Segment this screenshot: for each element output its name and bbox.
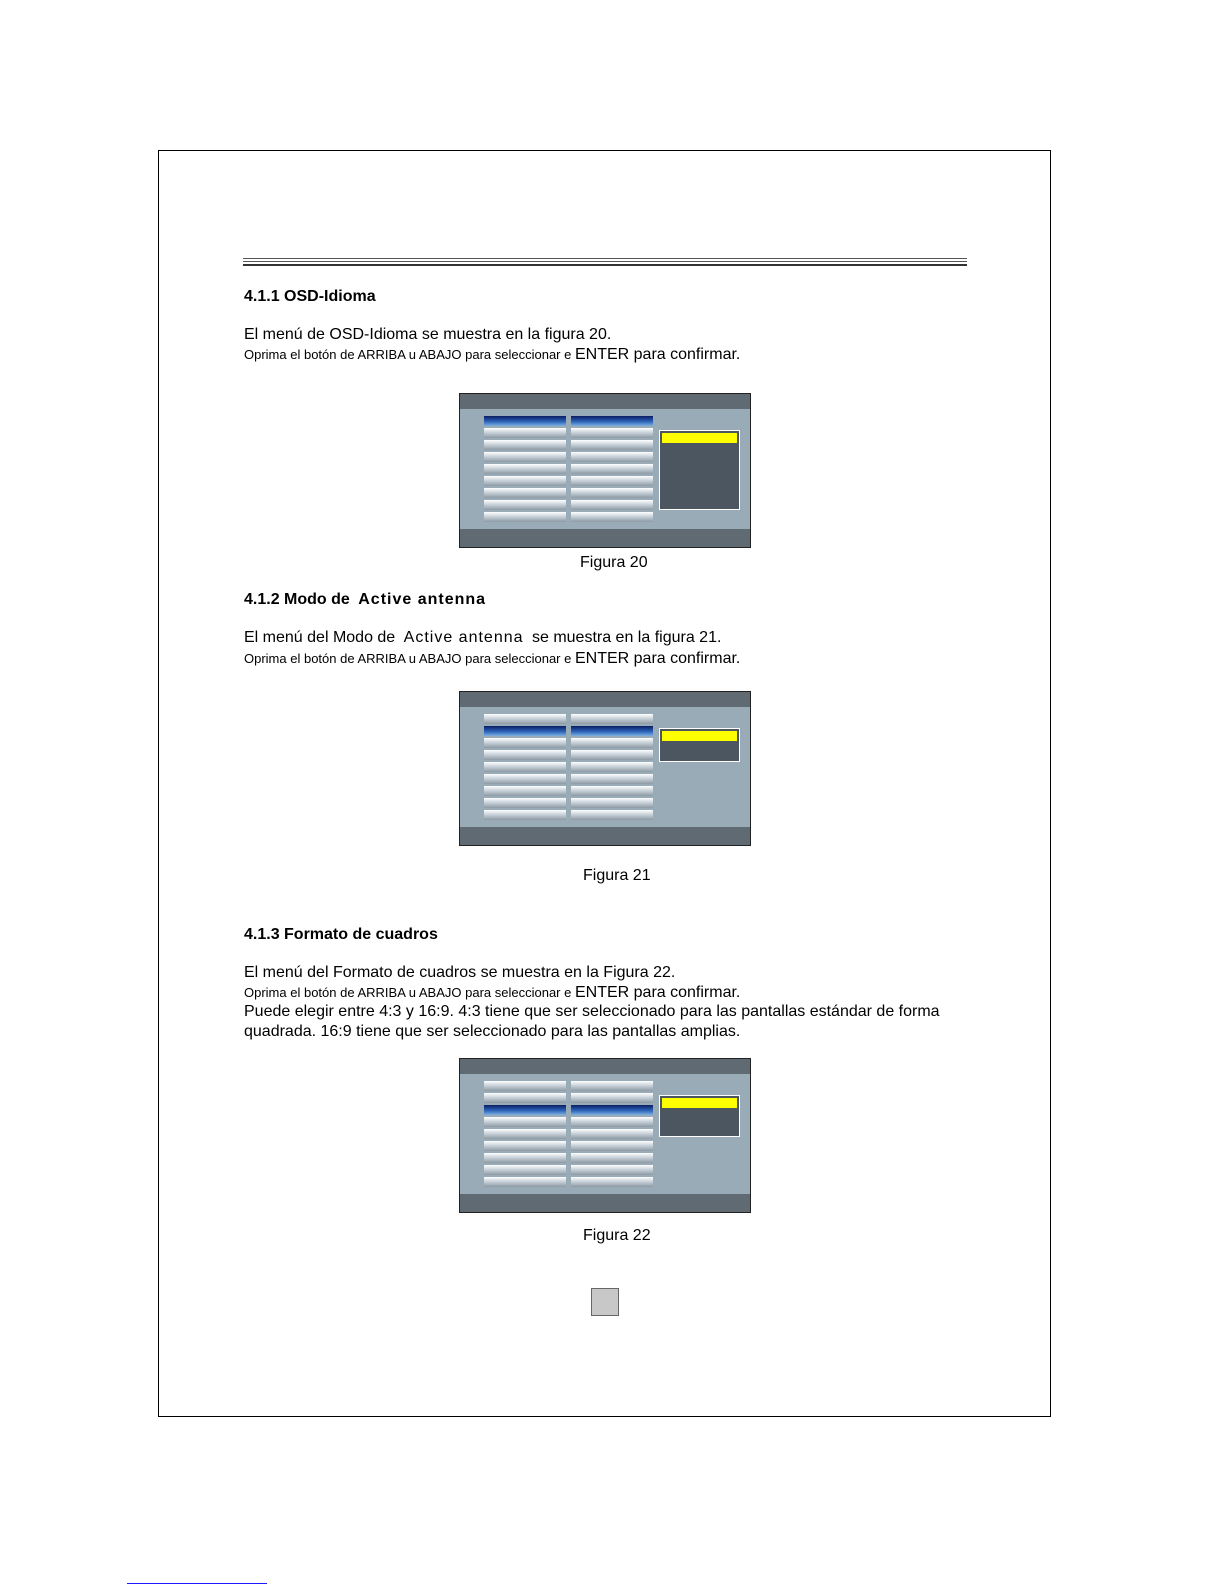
osd-row <box>571 750 653 760</box>
osd-row <box>571 1165 653 1175</box>
osd-row <box>484 488 566 498</box>
osd-row <box>571 500 653 510</box>
bottom-link-line <box>127 1583 267 1584</box>
osd-row <box>484 738 566 748</box>
osd-row <box>484 714 566 724</box>
paragraph-text: El menú de OSD-Idioma se muestra en la figura 20. <box>244 326 612 343</box>
osd-menu-figure-22 <box>459 1058 751 1213</box>
osd-menu-figure-21 <box>459 691 751 846</box>
osd-row-selected <box>484 416 566 426</box>
paragraph-instructions <box>244 984 740 1002</box>
osd-row <box>484 786 566 796</box>
osd-row <box>571 786 653 796</box>
osd-row <box>484 452 566 462</box>
osd-row <box>571 1141 653 1151</box>
paragraph-active-antenna-text: Active antenna <box>403 629 524 646</box>
osd-row <box>571 440 653 450</box>
osd-row <box>571 1129 653 1139</box>
heading-text: 4.1.2 Modo de <box>244 591 350 608</box>
osd-row <box>484 1153 566 1163</box>
osd-title-bar <box>460 1059 750 1074</box>
paragraph-aspect-info-1 <box>244 1003 940 1021</box>
osd-row <box>484 500 566 510</box>
osd-option-highlight <box>662 731 737 741</box>
osd-row <box>484 1177 566 1187</box>
heading-text: 4.1.3 Formato de cuadros <box>244 926 438 943</box>
osd-row <box>484 750 566 760</box>
osd-option-popup <box>659 728 740 762</box>
osd-row <box>571 428 653 438</box>
osd-help-bar <box>460 1194 750 1212</box>
instructions-text: Oprima el botón de ARRIBA u ABAJO para seleccionar e <box>244 985 572 1000</box>
osd-row <box>571 1153 653 1163</box>
osd-row <box>571 464 653 474</box>
osd-row <box>571 1117 653 1127</box>
instructions-text: Oprima el botón de ARRIBA u ABAJO para seleccionar e <box>244 347 572 362</box>
osd-row <box>571 798 653 808</box>
heading-active-antenna-text: Active antenna <box>358 591 487 608</box>
paragraph-text: Puede elegir entre 4:3 y 16:9. 4:3 tiene que ser seleccionado para las pantallas estándar de forma <box>244 1003 940 1020</box>
header-rule <box>243 258 967 267</box>
paragraph-instructions <box>244 346 740 364</box>
section-heading-active-antenna <box>244 591 486 609</box>
instructions-enter-text: ENTER para confirmar. <box>574 984 741 1001</box>
figure-caption: Figura 21 <box>583 867 651 884</box>
osd-row <box>484 476 566 486</box>
osd-row <box>571 810 653 820</box>
osd-row <box>484 762 566 772</box>
paragraph-instructions <box>244 650 740 668</box>
osd-row <box>484 1081 566 1091</box>
osd-row <box>571 714 653 724</box>
osd-option-highlight <box>662 1098 737 1108</box>
paragraph-text: El menú del Modo de <box>244 629 396 646</box>
osd-row <box>571 512 653 522</box>
osd-row <box>571 1177 653 1187</box>
osd-help-bar <box>460 529 750 547</box>
heading-text: 4.1.1 OSD-Idioma <box>244 288 376 305</box>
osd-title-bar <box>460 394 750 409</box>
osd-row <box>571 1081 653 1091</box>
osd-row-selected <box>484 1105 566 1115</box>
osd-row <box>484 810 566 820</box>
osd-row-selected <box>571 1105 653 1115</box>
osd-row <box>571 738 653 748</box>
paragraph-format-menu <box>244 964 675 982</box>
osd-row <box>484 798 566 808</box>
osd-row <box>571 488 653 498</box>
osd-row <box>484 464 566 474</box>
section-heading-formato-cuadros <box>244 926 438 944</box>
instructions-text: Oprima el botón de ARRIBA u ABAJO para seleccionar e <box>244 651 572 666</box>
osd-row <box>484 1117 566 1127</box>
page-number-box <box>591 1288 619 1316</box>
osd-row-selected <box>484 726 566 736</box>
osd-row <box>571 1093 653 1103</box>
osd-help-bar <box>460 827 750 845</box>
osd-row <box>484 1129 566 1139</box>
osd-row <box>484 440 566 450</box>
figure-caption: Figura 22 <box>583 1227 651 1244</box>
figure-caption: Figura 20 <box>580 554 648 571</box>
osd-row <box>571 476 653 486</box>
osd-row <box>571 452 653 462</box>
osd-option-popup <box>659 1095 740 1137</box>
osd-row <box>484 774 566 784</box>
osd-row <box>484 1165 566 1175</box>
osd-option-highlight <box>662 433 737 443</box>
osd-row <box>484 1141 566 1151</box>
osd-menu-figure-20 <box>459 393 751 548</box>
instructions-enter-text: ENTER para confirmar. <box>574 346 741 363</box>
paragraph-antenna-menu <box>244 629 721 647</box>
osd-title-bar <box>460 692 750 707</box>
osd-row <box>571 762 653 772</box>
paragraph-text-end: se muestra en la figura 21. <box>531 629 722 646</box>
osd-row <box>484 1093 566 1103</box>
osd-row <box>484 512 566 522</box>
paragraph-text: quadrada. 16:9 tiene que ser seleccionado para las pantallas amplias. <box>244 1023 741 1040</box>
osd-row <box>571 774 653 784</box>
osd-row-selected <box>571 416 653 426</box>
paragraph-osd-menu <box>244 326 611 344</box>
paragraph-text: El menú del Formato de cuadros se muestra en la Figura 22. <box>244 964 676 981</box>
osd-option-popup <box>659 430 740 510</box>
osd-row <box>484 428 566 438</box>
paragraph-aspect-info-2 <box>244 1023 740 1041</box>
instructions-enter-text: ENTER para confirmar. <box>574 650 741 667</box>
section-heading-osd-idioma <box>244 288 376 306</box>
osd-row-selected <box>571 726 653 736</box>
